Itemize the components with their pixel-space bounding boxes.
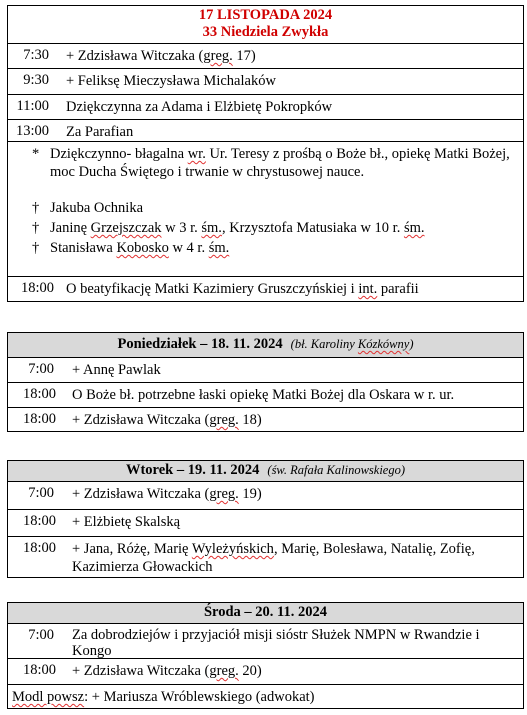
mass-intention: Za dobrodziejów i przyjaciół misji sióstr Służek NMPN w Rwandzie i Kongo bbox=[72, 627, 480, 659]
mass-intention: + Zdzisława Witczaka (greg. 20) bbox=[72, 663, 262, 679]
mass-row bbox=[8, 407, 523, 431]
mass-time: 11:00 bbox=[16, 98, 49, 114]
mass-intention: + Jana, Różę, Marię Wyleżyńskich, Marię, Bolesława, Natalię, Zofię, Kazimierza Głowackich bbox=[72, 541, 475, 575]
tuesday-title: Wtorek – 19. 11. 2024 bbox=[125, 462, 260, 478]
monday-table bbox=[7, 332, 524, 432]
mass-time: 7:00 bbox=[28, 627, 54, 643]
monday-title: Poniedziałek – 18. 11. 2024 bbox=[117, 336, 283, 352]
common-prayer-row bbox=[8, 684, 523, 708]
cross-icon: † bbox=[32, 240, 40, 256]
mass-time: 18:00 bbox=[22, 513, 56, 529]
intention-deceased: Jakuba Ochnika bbox=[50, 200, 144, 216]
mass-time: 18:00 bbox=[22, 386, 56, 402]
mass-time: 18:00 bbox=[22, 411, 56, 427]
mass-time: 18:00 bbox=[22, 540, 56, 556]
mass-row bbox=[8, 481, 523, 509]
sunday-date: 17 LISTOPADA 2024 bbox=[198, 7, 333, 23]
mass-row bbox=[8, 119, 523, 141]
mass-intention: O beatyfikację Matki Kazimiery Gruszczyńskiej i int. parafii bbox=[66, 281, 419, 297]
monday-saint: (bł. Karoliny Kózkówny) bbox=[290, 337, 414, 351]
cross-icon: † bbox=[32, 200, 40, 216]
wednesday-title: Środa – 20. 11. 2024 bbox=[203, 604, 327, 620]
mass-time: 13:00 bbox=[15, 123, 49, 139]
mass-row bbox=[8, 623, 523, 658]
mass-intention: + Feliksę Mieczysława Michalaków bbox=[66, 73, 276, 89]
mass-row bbox=[8, 94, 523, 119]
mass-intention: + Zdzisława Witczaka (greg. 17) bbox=[66, 48, 256, 64]
cross-icon: † bbox=[32, 220, 40, 236]
monday-header bbox=[8, 333, 523, 357]
intentions-list bbox=[8, 141, 523, 276]
mass-time: 7:30 bbox=[23, 47, 49, 63]
intention-thanksgiving: Dziękczynno- błagalna wr. Ur. Teresy z prośbą o Boże bł., opiekę Matki Bożej, moc Ducha Świętego i trwanie w chrystusowej nauce. bbox=[50, 146, 510, 180]
mass-time: 9:30 bbox=[23, 72, 49, 88]
mass-row bbox=[8, 68, 523, 94]
sunday-header bbox=[8, 6, 523, 43]
mass-time: 18:00 bbox=[20, 280, 54, 296]
mass-row bbox=[8, 382, 523, 407]
sunday-table bbox=[7, 5, 524, 302]
mass-intention: + Annę Pawlak bbox=[72, 362, 161, 378]
wednesday-header bbox=[8, 603, 523, 623]
wednesday-table bbox=[7, 602, 524, 709]
mass-time: 18:00 bbox=[22, 662, 56, 678]
mass-row bbox=[8, 276, 523, 301]
intention-deceased: Stanisława Kobosko w 4 r. śm. bbox=[50, 240, 230, 256]
mass-intention: + Zdzisława Witczaka (greg. 18) bbox=[72, 412, 262, 428]
tuesday-header bbox=[8, 461, 523, 481]
star-bullet: * bbox=[32, 146, 40, 162]
tuesday-saint: (św. Rafała Kalinowskiego) bbox=[267, 463, 406, 477]
mass-row bbox=[8, 536, 523, 578]
intention-deceased: Janinę Grzejszczak w 3 r. śm., Krzysztofa Matusiaka w 10 r. śm. bbox=[50, 220, 425, 236]
mass-intention: + Zdzisława Witczaka (greg. 19) bbox=[72, 486, 262, 502]
mass-row bbox=[8, 658, 523, 684]
mass-row bbox=[8, 357, 523, 382]
tuesday-table bbox=[7, 460, 524, 578]
mass-intention: Za Parafian bbox=[66, 124, 134, 140]
mass-intention: + Elżbietę Skalską bbox=[72, 514, 181, 530]
mass-intention: Dziękczynna za Adama i Elżbietę Pokropków bbox=[66, 99, 333, 115]
mass-time: 7:00 bbox=[28, 361, 54, 377]
mass-time: 7:00 bbox=[28, 485, 54, 501]
mass-intention: O Boże bł. potrzebne łaski opiekę Matki Bożej dla Oskara w r. ur. bbox=[72, 387, 455, 403]
mass-row bbox=[8, 509, 523, 536]
common-prayer-intention: Modl powsz: + Mariusza Wróblewskiego (adwokat) bbox=[12, 689, 315, 705]
mass-row bbox=[8, 43, 523, 68]
sunday-title: 33 Niedziela Zwykła bbox=[202, 24, 329, 40]
